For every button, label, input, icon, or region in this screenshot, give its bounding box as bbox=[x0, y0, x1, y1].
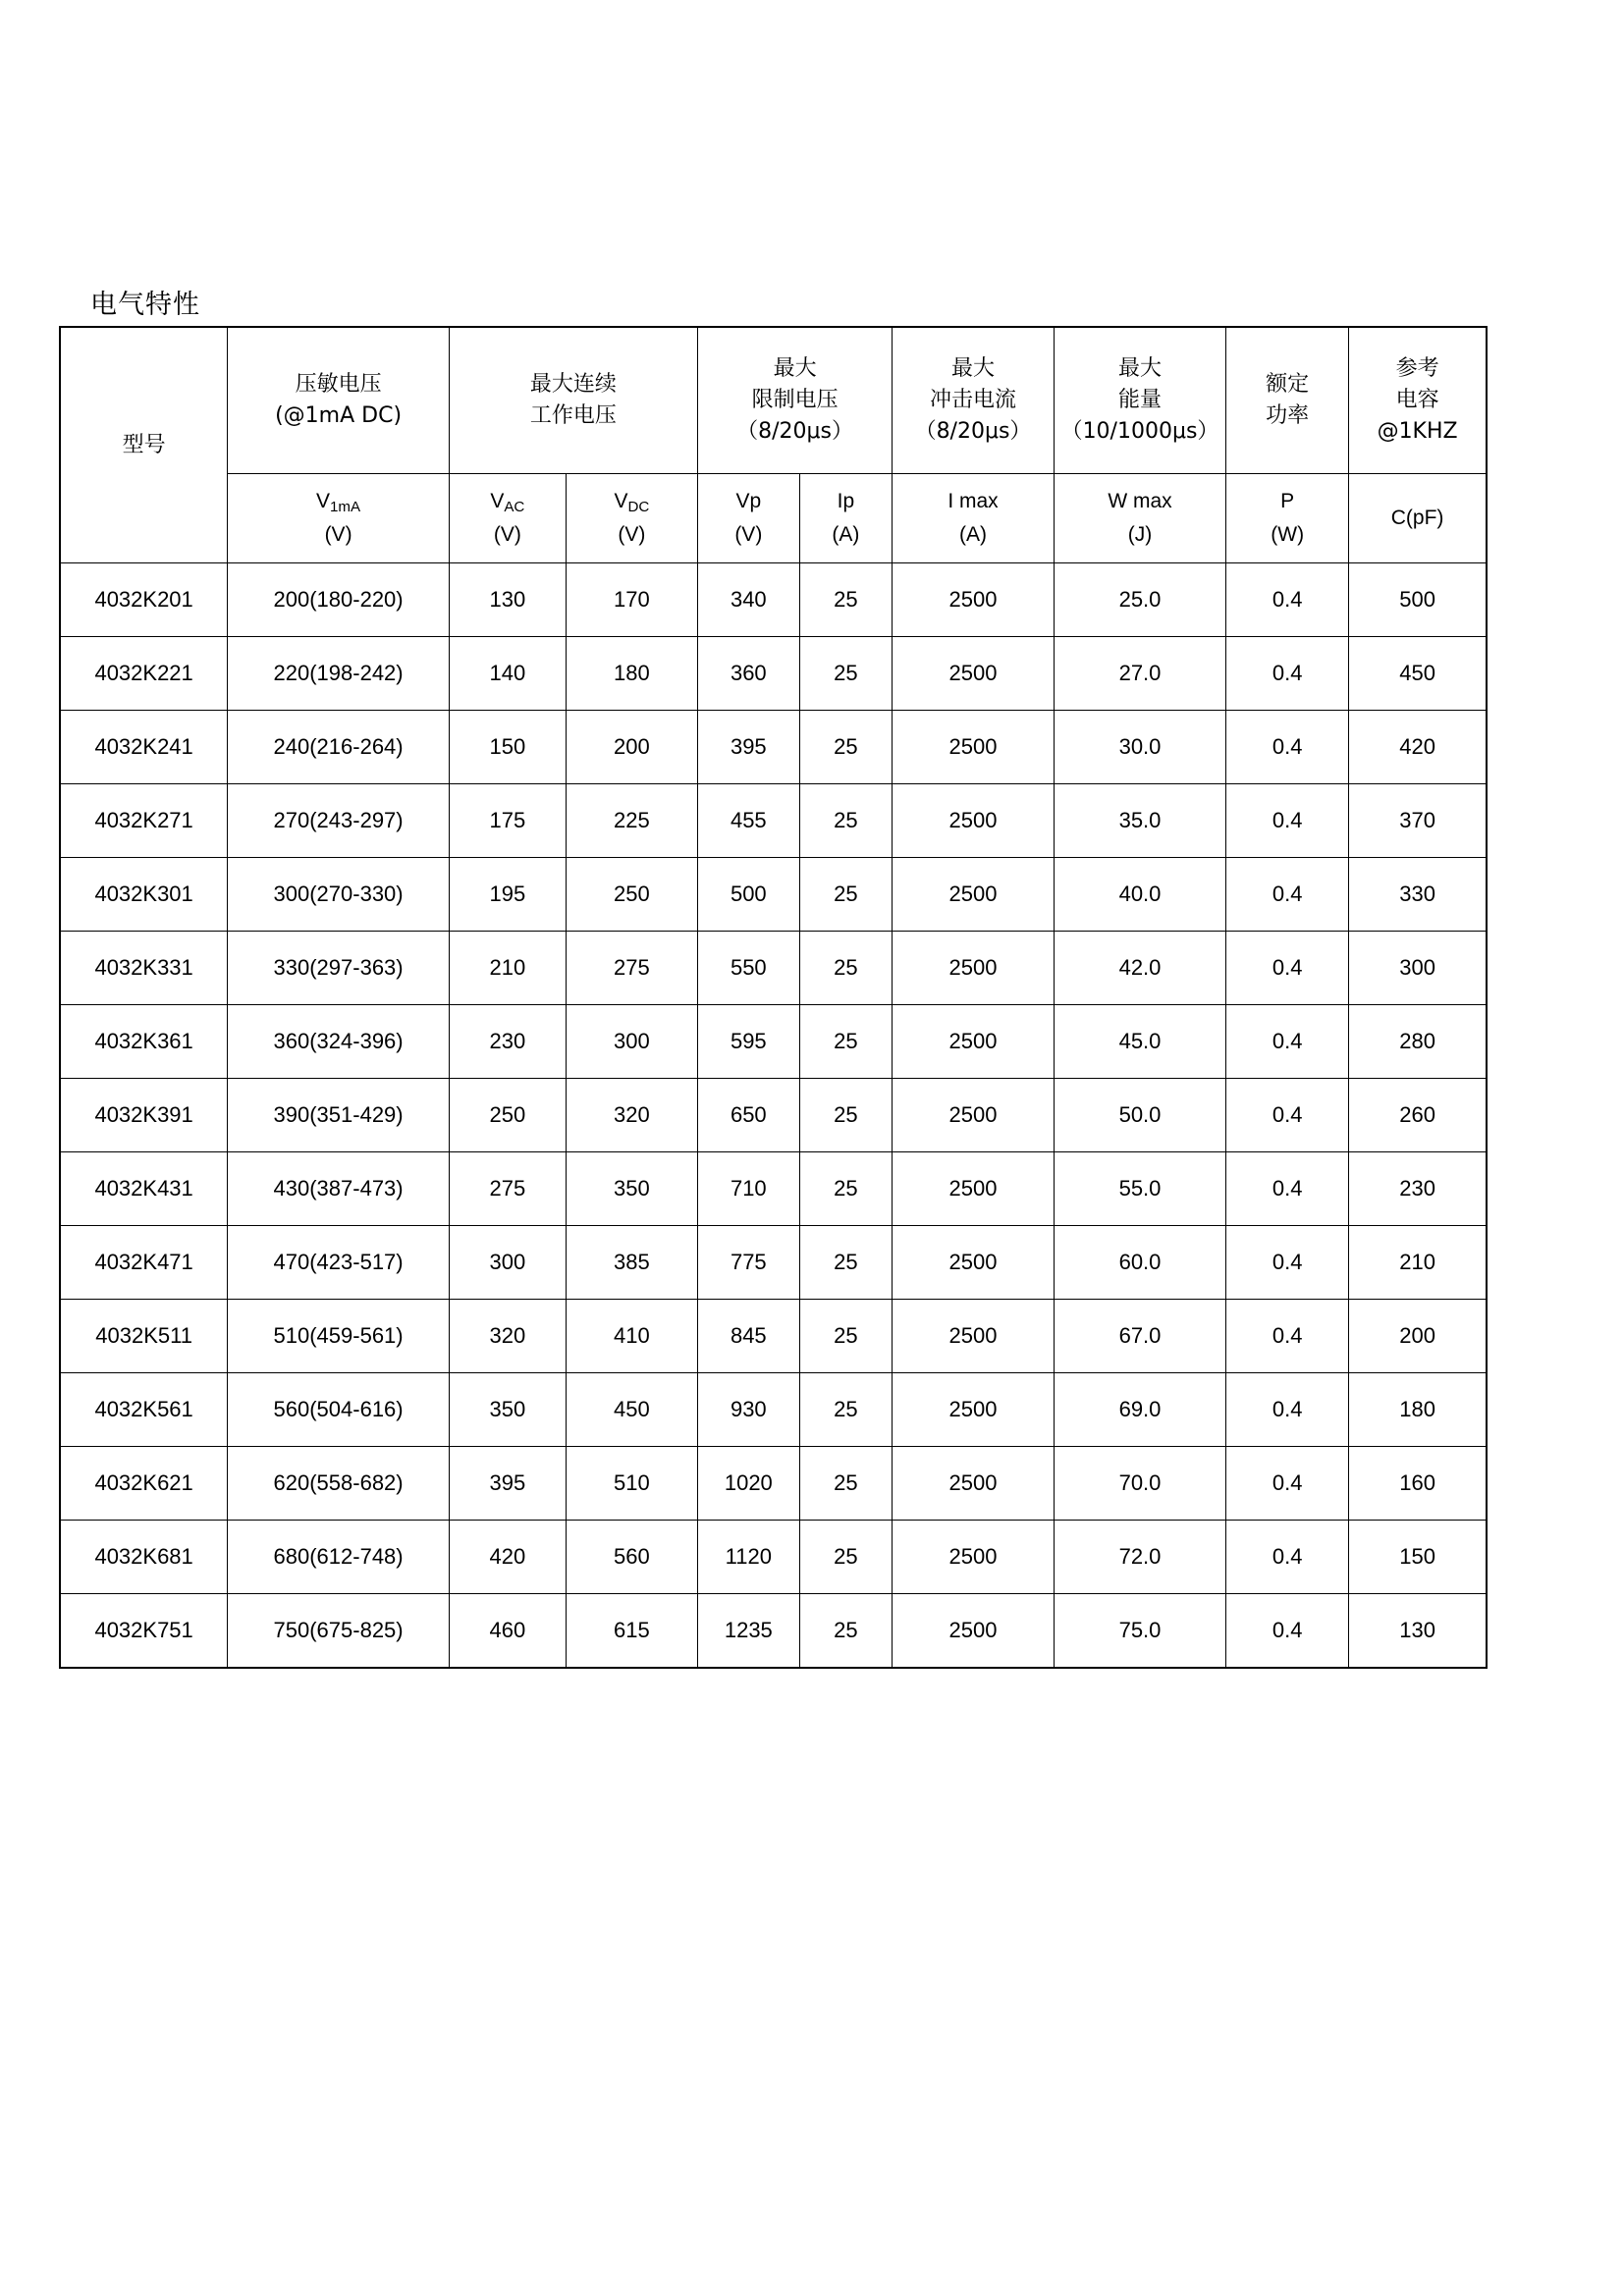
cell-p: 0.4 bbox=[1226, 1005, 1349, 1079]
cell-ip: 25 bbox=[799, 1373, 893, 1447]
cell-ip: 25 bbox=[799, 932, 893, 1005]
cell-vac: 210 bbox=[449, 932, 566, 1005]
cell-vp: 1120 bbox=[697, 1521, 799, 1594]
cell-vp: 360 bbox=[697, 637, 799, 711]
cell-p: 0.4 bbox=[1226, 932, 1349, 1005]
table-row bbox=[60, 1521, 1487, 1594]
cell-imax: 2500 bbox=[893, 1005, 1055, 1079]
cell-vdc: 250 bbox=[566, 858, 697, 932]
cell-c: 370 bbox=[1349, 784, 1487, 858]
cell-p: 0.4 bbox=[1226, 711, 1349, 784]
cell-ip: 25 bbox=[799, 1005, 893, 1079]
cell-p: 0.4 bbox=[1226, 1226, 1349, 1300]
cell-vp: 340 bbox=[697, 563, 799, 637]
subheader-ip: Ip (A) bbox=[799, 474, 893, 563]
cell-wmax: 75.0 bbox=[1054, 1594, 1225, 1669]
cell-imax: 2500 bbox=[893, 1521, 1055, 1594]
cell-imax: 2500 bbox=[893, 1447, 1055, 1521]
cell-p: 0.4 bbox=[1226, 1152, 1349, 1226]
cell-vac: 320 bbox=[449, 1300, 566, 1373]
cell-ip: 25 bbox=[799, 637, 893, 711]
header-max-surge-current: 最大 冲击电流 （8/20μs） bbox=[893, 327, 1055, 474]
cell-vdc: 275 bbox=[566, 932, 697, 1005]
cell-ip: 25 bbox=[799, 1521, 893, 1594]
cell-wmax: 45.0 bbox=[1054, 1005, 1225, 1079]
cell-model: 4032K221 bbox=[60, 637, 228, 711]
cell-p: 0.4 bbox=[1226, 858, 1349, 932]
cell-v1ma: 620(558-682) bbox=[228, 1447, 450, 1521]
cell-wmax: 72.0 bbox=[1054, 1521, 1225, 1594]
cell-vdc: 560 bbox=[566, 1521, 697, 1594]
cell-c: 420 bbox=[1349, 711, 1487, 784]
cell-vac: 300 bbox=[449, 1226, 566, 1300]
electrical-characteristics-table bbox=[59, 326, 1488, 1669]
cell-vdc: 410 bbox=[566, 1300, 697, 1373]
cell-wmax: 30.0 bbox=[1054, 711, 1225, 784]
cell-ip: 25 bbox=[799, 784, 893, 858]
cell-vac: 395 bbox=[449, 1447, 566, 1521]
cell-ip: 25 bbox=[799, 1594, 893, 1669]
table-row bbox=[60, 1005, 1487, 1079]
cell-c: 500 bbox=[1349, 563, 1487, 637]
page-title: 电气特性 bbox=[90, 290, 200, 320]
cell-v1ma: 750(675-825) bbox=[228, 1594, 450, 1669]
cell-vdc: 170 bbox=[566, 563, 697, 637]
cell-ip: 25 bbox=[799, 1300, 893, 1373]
cell-imax: 2500 bbox=[893, 932, 1055, 1005]
cell-ip: 25 bbox=[799, 1079, 893, 1152]
table-row bbox=[60, 1300, 1487, 1373]
cell-p: 0.4 bbox=[1226, 563, 1349, 637]
cell-model: 4032K471 bbox=[60, 1226, 228, 1300]
table-row bbox=[60, 784, 1487, 858]
cell-imax: 2500 bbox=[893, 1300, 1055, 1373]
table-row bbox=[60, 637, 1487, 711]
cell-ip: 25 bbox=[799, 711, 893, 784]
cell-v1ma: 470(423-517) bbox=[228, 1226, 450, 1300]
header-reference-capacitance: 参考 电容 @1KHZ bbox=[1349, 327, 1487, 474]
cell-model: 4032K681 bbox=[60, 1521, 228, 1594]
cell-ip: 25 bbox=[799, 563, 893, 637]
cell-imax: 2500 bbox=[893, 858, 1055, 932]
header-max-energy: 最大 能量 （10/1000μs） bbox=[1054, 327, 1225, 474]
cell-c: 130 bbox=[1349, 1594, 1487, 1669]
cell-vp: 775 bbox=[697, 1226, 799, 1300]
cell-vdc: 385 bbox=[566, 1226, 697, 1300]
cell-vac: 175 bbox=[449, 784, 566, 858]
subheader-vac: $V_{AC}$ (V) bbox=[449, 474, 566, 563]
cell-vdc: 615 bbox=[566, 1594, 697, 1669]
cell-vp: 650 bbox=[697, 1079, 799, 1152]
cell-wmax: 60.0 bbox=[1054, 1226, 1225, 1300]
cell-vp: 930 bbox=[697, 1373, 799, 1447]
cell-p: 0.4 bbox=[1226, 1079, 1349, 1152]
cell-v1ma: 200(180-220) bbox=[228, 563, 450, 637]
subheader-c: C(pF) bbox=[1349, 474, 1487, 563]
cell-wmax: 67.0 bbox=[1054, 1300, 1225, 1373]
cell-v1ma: 390(351-429) bbox=[228, 1079, 450, 1152]
table-row bbox=[60, 563, 1487, 637]
cell-vdc: 225 bbox=[566, 784, 697, 858]
cell-vac: 350 bbox=[449, 1373, 566, 1447]
cell-v1ma: 680(612-748) bbox=[228, 1521, 450, 1594]
cell-v1ma: 510(459-561) bbox=[228, 1300, 450, 1373]
cell-ip: 25 bbox=[799, 1152, 893, 1226]
cell-c: 450 bbox=[1349, 637, 1487, 711]
cell-vdc: 200 bbox=[566, 711, 697, 784]
cell-v1ma: 360(324-396) bbox=[228, 1005, 450, 1079]
cell-vdc: 450 bbox=[566, 1373, 697, 1447]
header-row-symbols bbox=[60, 474, 1487, 563]
cell-model: 4032K201 bbox=[60, 563, 228, 637]
table-row bbox=[60, 1594, 1487, 1669]
cell-wmax: 42.0 bbox=[1054, 932, 1225, 1005]
cell-ip: 25 bbox=[799, 858, 893, 932]
header-row-groups bbox=[60, 327, 1487, 474]
subheader-wmax: W max (J) bbox=[1054, 474, 1225, 563]
header-max-continuous-voltage: 最大连续 工作电压 bbox=[449, 327, 697, 474]
header-rated-power: 额定 功率 bbox=[1226, 327, 1349, 474]
cell-ip: 25 bbox=[799, 1447, 893, 1521]
table-row bbox=[60, 1079, 1487, 1152]
cell-v1ma: 240(216-264) bbox=[228, 711, 450, 784]
subheader-v1ma: $V_{1mA}$ (V) bbox=[228, 474, 450, 563]
subheader-vdc: $V_{DC}$ (V) bbox=[566, 474, 697, 563]
cell-imax: 2500 bbox=[893, 1152, 1055, 1226]
cell-vp: 550 bbox=[697, 932, 799, 1005]
cell-wmax: 69.0 bbox=[1054, 1373, 1225, 1447]
cell-vp: 710 bbox=[697, 1152, 799, 1226]
cell-v1ma: 220(198-242) bbox=[228, 637, 450, 711]
cell-vac: 130 bbox=[449, 563, 566, 637]
cell-imax: 2500 bbox=[893, 1079, 1055, 1152]
cell-p: 0.4 bbox=[1226, 1447, 1349, 1521]
cell-c: 160 bbox=[1349, 1447, 1487, 1521]
cell-wmax: 40.0 bbox=[1054, 858, 1225, 932]
cell-vac: 195 bbox=[449, 858, 566, 932]
table-row bbox=[60, 858, 1487, 932]
cell-vp: 500 bbox=[697, 858, 799, 932]
subheader-imax: I max (A) bbox=[893, 474, 1055, 563]
cell-c: 200 bbox=[1349, 1300, 1487, 1373]
cell-vdc: 180 bbox=[566, 637, 697, 711]
cell-p: 0.4 bbox=[1226, 1594, 1349, 1669]
cell-vp: 845 bbox=[697, 1300, 799, 1373]
table-header bbox=[60, 327, 1487, 563]
cell-imax: 2500 bbox=[893, 1373, 1055, 1447]
table-body bbox=[60, 563, 1487, 1669]
cell-p: 0.4 bbox=[1226, 1300, 1349, 1373]
table-row bbox=[60, 1152, 1487, 1226]
cell-c: 260 bbox=[1349, 1079, 1487, 1152]
cell-v1ma: 330(297-363) bbox=[228, 932, 450, 1005]
header-varistor-voltage: 压敏电压 (@1mA DC) bbox=[228, 327, 450, 474]
cell-wmax: 25.0 bbox=[1054, 563, 1225, 637]
cell-vac: 140 bbox=[449, 637, 566, 711]
cell-vac: 150 bbox=[449, 711, 566, 784]
cell-vac: 460 bbox=[449, 1594, 566, 1669]
cell-vp: 1235 bbox=[697, 1594, 799, 1669]
cell-p: 0.4 bbox=[1226, 637, 1349, 711]
header-model: 型号 bbox=[60, 327, 228, 563]
table-row bbox=[60, 1226, 1487, 1300]
table-row bbox=[60, 711, 1487, 784]
cell-v1ma: 300(270-330) bbox=[228, 858, 450, 932]
cell-imax: 2500 bbox=[893, 563, 1055, 637]
table-row bbox=[60, 1373, 1487, 1447]
cell-imax: 2500 bbox=[893, 637, 1055, 711]
cell-p: 0.4 bbox=[1226, 1373, 1349, 1447]
cell-imax: 2500 bbox=[893, 1226, 1055, 1300]
cell-model: 4032K511 bbox=[60, 1300, 228, 1373]
cell-vp: 595 bbox=[697, 1005, 799, 1079]
cell-model: 4032K301 bbox=[60, 858, 228, 932]
cell-c: 330 bbox=[1349, 858, 1487, 932]
cell-vdc: 300 bbox=[566, 1005, 697, 1079]
subheader-p: P (W) bbox=[1226, 474, 1349, 563]
cell-wmax: 70.0 bbox=[1054, 1447, 1225, 1521]
cell-vac: 230 bbox=[449, 1005, 566, 1079]
subheader-vp: Vp (V) bbox=[697, 474, 799, 563]
cell-p: 0.4 bbox=[1226, 784, 1349, 858]
cell-vp: 395 bbox=[697, 711, 799, 784]
cell-model: 4032K331 bbox=[60, 932, 228, 1005]
cell-v1ma: 430(387-473) bbox=[228, 1152, 450, 1226]
cell-v1ma: 270(243-297) bbox=[228, 784, 450, 858]
cell-vac: 250 bbox=[449, 1079, 566, 1152]
cell-imax: 2500 bbox=[893, 711, 1055, 784]
cell-c: 280 bbox=[1349, 1005, 1487, 1079]
cell-wmax: 50.0 bbox=[1054, 1079, 1225, 1152]
cell-c: 150 bbox=[1349, 1521, 1487, 1594]
cell-c: 180 bbox=[1349, 1373, 1487, 1447]
cell-c: 300 bbox=[1349, 932, 1487, 1005]
cell-model: 4032K561 bbox=[60, 1373, 228, 1447]
cell-vac: 420 bbox=[449, 1521, 566, 1594]
cell-model: 4032K621 bbox=[60, 1447, 228, 1521]
cell-vdc: 510 bbox=[566, 1447, 697, 1521]
cell-model: 4032K361 bbox=[60, 1005, 228, 1079]
cell-imax: 2500 bbox=[893, 1594, 1055, 1669]
cell-p: 0.4 bbox=[1226, 1521, 1349, 1594]
cell-model: 4032K391 bbox=[60, 1079, 228, 1152]
cell-vac: 275 bbox=[449, 1152, 566, 1226]
table-row bbox=[60, 1447, 1487, 1521]
cell-model: 4032K241 bbox=[60, 711, 228, 784]
cell-imax: 2500 bbox=[893, 784, 1055, 858]
cell-vp: 455 bbox=[697, 784, 799, 858]
cell-c: 230 bbox=[1349, 1152, 1487, 1226]
table-row bbox=[60, 932, 1487, 1005]
header-max-clamping-voltage: 最大 限制电压 （8/20μs） bbox=[697, 327, 892, 474]
cell-v1ma: 560(504-616) bbox=[228, 1373, 450, 1447]
cell-model: 4032K751 bbox=[60, 1594, 228, 1669]
cell-vdc: 350 bbox=[566, 1152, 697, 1226]
cell-model: 4032K271 bbox=[60, 784, 228, 858]
cell-model: 4032K431 bbox=[60, 1152, 228, 1226]
cell-wmax: 35.0 bbox=[1054, 784, 1225, 858]
cell-vdc: 320 bbox=[566, 1079, 697, 1152]
cell-ip: 25 bbox=[799, 1226, 893, 1300]
cell-vp: 1020 bbox=[697, 1447, 799, 1521]
cell-wmax: 27.0 bbox=[1054, 637, 1225, 711]
cell-c: 210 bbox=[1349, 1226, 1487, 1300]
cell-wmax: 55.0 bbox=[1054, 1152, 1225, 1226]
